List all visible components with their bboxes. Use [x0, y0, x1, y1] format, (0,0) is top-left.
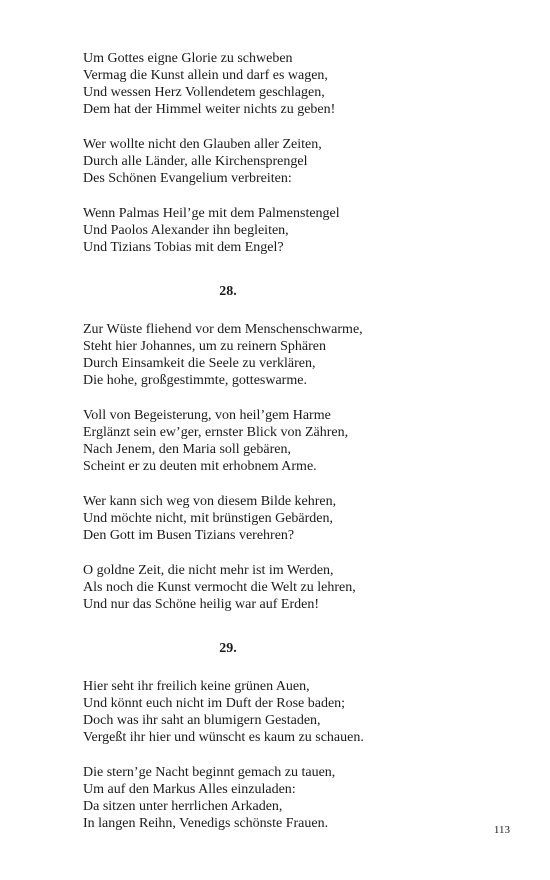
verse-line: Und wessen Herz Vollendetem geschlagen, — [83, 85, 325, 100]
verse-line: Durch alle Länder, alle Kirchensprengel — [83, 154, 308, 169]
verse-line: Voll von Begeisterung, von heil’gem Harme — [83, 408, 331, 423]
verse-line: Und Paolos Alexander ihn begleiten, — [83, 223, 289, 238]
verse-line: Um auf den Markus Alles einzuladen: — [83, 782, 296, 797]
verse-line: Erglänzt sein ew’ger, ernster Blick von Zähren, — [83, 425, 349, 440]
verse-line: Und Tizians Tobias mit dem Engel? — [83, 240, 284, 255]
verse-line: Doch was ihr saht an blumigern Gestaden, — [83, 713, 321, 728]
stanza — [83, 205, 513, 256]
verse-line: Den Gott im Busen Tizians verehren? — [83, 528, 295, 543]
verse-line: Scheint er zu deuten mit erhobnem Arme. — [83, 459, 317, 474]
poem-section — [83, 640, 513, 832]
verse-line: Die hohe, großgestimmte, gotteswarme. — [83, 373, 307, 388]
verse-line: Steht hier Johannes, um zu reinern Sphären — [83, 339, 326, 354]
stanza — [83, 562, 513, 613]
sonnet-number: 29. — [219, 641, 237, 656]
verse-line: Wer wollte nicht den Glauben aller Zeiten, — [83, 137, 322, 152]
sonnet-number: 28. — [219, 284, 237, 299]
stanza — [83, 136, 513, 187]
verse-line: In langen Reihn, Venedigs schönste Frauen. — [83, 816, 329, 831]
verse-line: Durch Einsamkeit die Seele zu verklären, — [83, 356, 316, 371]
poem-page — [83, 50, 513, 850]
poem-section — [83, 283, 513, 613]
verse-line: Wenn Palmas Heil’ge mit dem Palmenstengel — [83, 206, 340, 221]
stanza — [83, 678, 513, 746]
stanza — [83, 493, 513, 544]
verse-line: Und möchte nicht, mit brünstigen Gebärden, — [83, 511, 333, 526]
stanza — [83, 50, 513, 118]
verse-line: Vermag die Kunst allein und darf es wagen, — [83, 68, 328, 83]
verse-line: Hier seht ihr freilich keine grünen Auen, — [83, 679, 310, 694]
stanza — [83, 321, 513, 389]
stanza — [83, 764, 513, 832]
verse-line: Wer kann sich weg von diesem Bilde kehren, — [83, 494, 337, 509]
verse-line: O goldne Zeit, die nicht mehr ist im Werden, — [83, 563, 334, 578]
verse-line: Um Gottes eigne Glorie zu schweben — [83, 51, 293, 66]
verse-line: Des Schönen Evangelium verbreiten: — [83, 171, 292, 186]
verse-line: Dem hat der Himmel weiter nichts zu geben! — [83, 102, 336, 117]
verse-line: Da sitzen unter herrlichen Arkaden, — [83, 799, 283, 814]
verse-line: Vergeßt ihr hier und wünscht es kaum zu schauen. — [83, 730, 364, 745]
stanza — [83, 407, 513, 475]
page-number: 113 — [493, 824, 510, 836]
verse-line: Nach Jenem, den Maria soll gebären, — [83, 442, 291, 457]
verse-line: Und nur das Schöne heilig war auf Erden! — [83, 597, 319, 612]
verse-line: Und könnt euch nicht im Duft der Rose baden; — [83, 696, 346, 711]
verse-line: Als noch die Kunst vermocht die Welt zu lehren, — [83, 580, 356, 595]
poem-section — [83, 50, 513, 256]
verse-line: Die stern’ge Nacht beginnt gemach zu tauen, — [83, 765, 336, 780]
verse-line: Zur Wüste fliehend vor dem Menschenschwarme, — [83, 322, 363, 337]
